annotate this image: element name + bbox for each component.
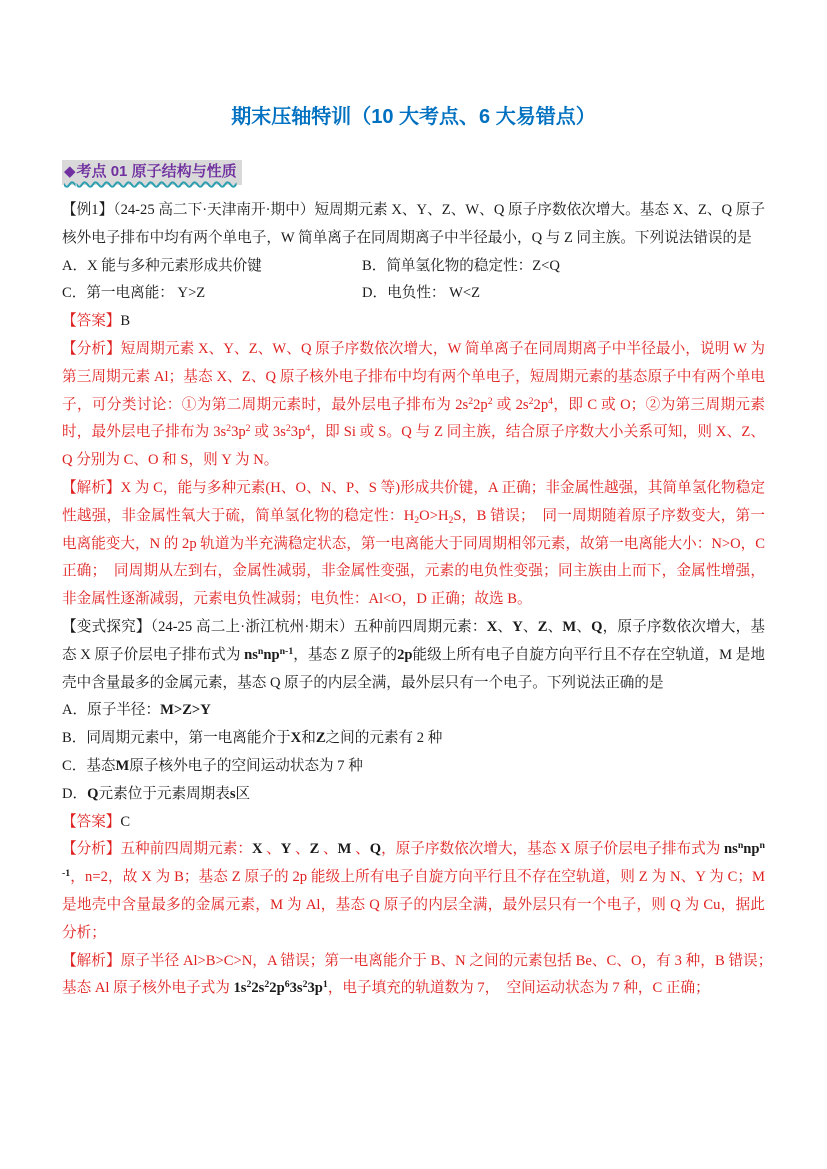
text-segment: Y xyxy=(512,618,523,635)
text-segment: 4 xyxy=(305,423,311,435)
text-segment: O>H xyxy=(419,507,449,524)
text-segment: 2 xyxy=(246,979,252,991)
example1-options-row1 xyxy=(62,253,765,281)
text-segment: Q xyxy=(591,618,603,635)
text-segment: 【答案】 xyxy=(62,313,121,330)
text-segment: 2p xyxy=(269,980,285,997)
diamond-icon: ◆ xyxy=(64,163,76,180)
text-segment: n-1 xyxy=(279,645,294,657)
text-segment: 2 xyxy=(226,423,232,435)
text-segment: 区 xyxy=(235,785,251,802)
text-segment: 1s xyxy=(233,980,247,997)
text-segment: S，B 错误； 同一周期随着原子序数变大，第一电离能变大，N 的 2p 轨道为半充满稳定状态，第一电离能大于同周期相邻元素，故第一电离能大小：N>O，C 正确； 同周期从左到右，金属性减弱，非金属性变强，元素的电负性变强；同主族由上而下，金属性增强，非金属性逐渐减弱，元素电负性减弱；电负性：Al<O，D 正确；故选 B。 xyxy=(62,507,765,608)
text-segment: 和 xyxy=(301,730,316,747)
text-segment: 【解析】X 为 C，能与多种元素(H、O、N、P、S 等)形成共价键，A 正确；非金属性越强，其简单氢化物稳定性越强，非金属性氧大于硫，简单氢化物的稳定性：H xyxy=(62,479,765,524)
variation-analysis xyxy=(62,836,765,947)
section-header xyxy=(62,160,242,185)
text-segment: 、 xyxy=(497,618,513,635)
text-segment: 能级上所有电子自旋方向平行且不存在空轨道，M 是地壳中含量最多的金属元素，基态 Q 原子的内层全满，最外层只有一个电子。下列说法正确的是 xyxy=(62,646,765,691)
text-segment: 2 xyxy=(245,423,251,435)
text-segment: 或 3s xyxy=(250,424,286,441)
example1-answer xyxy=(62,308,765,336)
text-segment: 2 xyxy=(487,395,493,407)
text-segment: 【例1】（24-25 高二下·天津南开·期中）短周期元素 X、Y、Z、W、Q 原子序数依次增大。基态 X、Z、Q 原子核外电子排布中均有两个单电子，W 简单离子在同周期离子中半径最小，Q 与 Z 同主族。下列说法错误的是 xyxy=(62,202,765,246)
text-segment: 3p xyxy=(307,980,323,997)
text-segment: np xyxy=(743,841,760,858)
variation-option-a xyxy=(62,697,765,725)
text-segment: ，即 C 或 O；②为第三周期元素时，最外层电子排布为 3s xyxy=(62,396,765,441)
text-segment: np xyxy=(263,646,280,663)
text-segment: C．基态 xyxy=(62,757,116,774)
text-segment: 2p xyxy=(533,396,549,413)
text-segment: Z xyxy=(309,841,320,858)
text-segment: Q xyxy=(87,785,99,802)
text-segment: 1 xyxy=(322,979,328,991)
text-segment: 3s xyxy=(289,980,303,997)
section-label: 考点 01 原子结构与性质 xyxy=(76,163,237,180)
text-segment: 【解析】原子半径 Al>B>C>N，A 错误；第一电离能介于 B、N 之间的元素包括 Be、C、O，有 3 种，B 错误； 基态 Al 原子核外电子式为 xyxy=(62,952,780,997)
text-segment: B．简单氢化物的稳定性：Z<Q xyxy=(362,257,560,274)
example1-options-row2 xyxy=(62,280,765,308)
example1-stem xyxy=(62,197,765,253)
example1-analysis xyxy=(62,336,765,475)
text-segment: n-1 xyxy=(62,840,765,880)
text-segment: ，原子序数依次增大，基态 X 原子价层电子排布式为 xyxy=(381,841,725,858)
text-segment: 6 xyxy=(284,979,290,991)
text-segment: 【答案】 xyxy=(62,813,121,830)
variation-option-d xyxy=(62,781,765,809)
text-segment: C xyxy=(120,813,131,830)
text-segment: B．同周期元素中，第一电离能介于 xyxy=(62,730,291,747)
text-segment: s xyxy=(229,785,236,802)
text-segment: ，电子填充的轨道数为 7， 空间运动状态为 7 种，C 正确； xyxy=(327,980,710,997)
text-segment: X xyxy=(290,730,302,747)
text-segment: ns xyxy=(244,646,258,663)
text-segment: Q xyxy=(369,841,382,858)
text-segment: 2 xyxy=(285,423,291,435)
text-segment: 2s xyxy=(251,980,265,997)
section-header-row xyxy=(62,134,765,185)
text-segment: D． xyxy=(62,785,88,802)
text-segment: 3p xyxy=(290,424,306,441)
text-segment: 2 xyxy=(448,514,454,526)
text-segment: 或 2s xyxy=(492,396,529,413)
text-segment: M xyxy=(562,618,577,635)
example1-options-row2-left xyxy=(62,280,362,308)
text-segment: 2 xyxy=(528,395,534,407)
text-segment: A．原子半径： xyxy=(62,702,161,719)
text-segment: M xyxy=(115,757,130,774)
text-segment: 3p xyxy=(231,424,246,441)
text-segment: B xyxy=(120,313,131,330)
text-segment: Y xyxy=(280,841,292,858)
text-segment: X xyxy=(486,618,498,635)
variation-explanation xyxy=(62,948,780,1004)
text-segment: ，基态 Z 原子的 xyxy=(293,646,398,663)
text-segment: 、 xyxy=(291,841,310,858)
text-segment: 元素位于元素周期表 xyxy=(98,785,230,802)
text-segment: C．第一电离能： Y>Z xyxy=(62,285,206,302)
text-segment: 2 xyxy=(264,979,270,991)
document-body xyxy=(62,197,780,1003)
text-segment: D．电负性： W<Z xyxy=(362,285,481,302)
text-segment: M>Z>Y xyxy=(160,702,211,719)
text-segment: 、 xyxy=(576,618,592,635)
text-segment: 【分析】五种前四周期元素： xyxy=(62,841,252,858)
text-segment: Z xyxy=(315,730,326,747)
text-segment: 2 xyxy=(414,514,420,526)
text-segment: 2 xyxy=(468,395,474,407)
text-segment: 原子核外电子的空间运动状态为 7 种 xyxy=(129,757,363,774)
variation-answer xyxy=(62,809,765,837)
text-segment: Z xyxy=(537,618,548,635)
text-segment: ，即 Si 或 S。Q 与 Z 同主族，结合原子序数大小关系可知，则 X、Z、Q 分别为 C、O 和 S，则 Y 为 N。 xyxy=(62,424,765,469)
example1-options-row1-right xyxy=(362,253,560,281)
text-segment: 【分析】短周期元素 X、Y、Z、W、Q 原子序数依次增大，W 简单离子在同周期离子中半径最小，说明 W 为第三周期元素 Al；基态 X、Z、Q 原子核外电子排布中均有两个单电子，短周期元素的基态原子中有两个单电子，可分类讨论：①为第二周期元素时，最外层电子排布为 2s xyxy=(62,340,765,413)
text-segment: M xyxy=(337,841,352,858)
text-segment: ，n=2，故 X 为 B；基态 Z 原子的 2p 能级上所有电子自旋方向平行且不存在空轨道，则 Z 为 N、Y 为 C；M 是地壳中含量最多的金属元素，M 为 Al，基态 Q 原子的内层全满，最外层只有一个电子，则 Q 为 Cu，据此分析； xyxy=(62,869,765,941)
text-segment: X xyxy=(251,841,263,858)
variation-option-c xyxy=(62,753,765,781)
example1-explanation xyxy=(62,475,765,614)
text-segment: 、 xyxy=(547,618,563,635)
variation-option-b xyxy=(62,725,765,753)
text-segment: 、 xyxy=(522,618,538,635)
text-segment: 2p xyxy=(397,646,413,663)
text-segment: 、 xyxy=(262,841,281,858)
text-segment: 2 xyxy=(302,979,308,991)
variation-stem xyxy=(62,614,765,697)
text-segment: A．X 能与多种元素形成共价键 xyxy=(62,257,262,274)
text-segment: 、 xyxy=(351,841,370,858)
text-segment: ，原子序数依次增大，基态 X 原子价层电子排布式为 xyxy=(62,618,765,663)
text-segment: 4 xyxy=(548,395,554,407)
text-segment: 之间的元素有 2 种 xyxy=(325,730,443,747)
text-segment: 、 xyxy=(319,841,338,858)
text-segment: n xyxy=(257,645,264,657)
page-title: 期末压轴特训（10 大考点、6 大易错点） xyxy=(231,106,596,128)
text-segment: 【变式探究】（24-25 高二上·浙江杭州·期末）五种前四周期元素： xyxy=(62,618,487,635)
text-segment: 2p xyxy=(473,396,488,413)
example1-options-row2-right xyxy=(362,280,480,308)
example1-options-row1-left xyxy=(62,253,362,281)
text-segment: n xyxy=(737,840,744,852)
text-segment: ns xyxy=(724,841,738,858)
